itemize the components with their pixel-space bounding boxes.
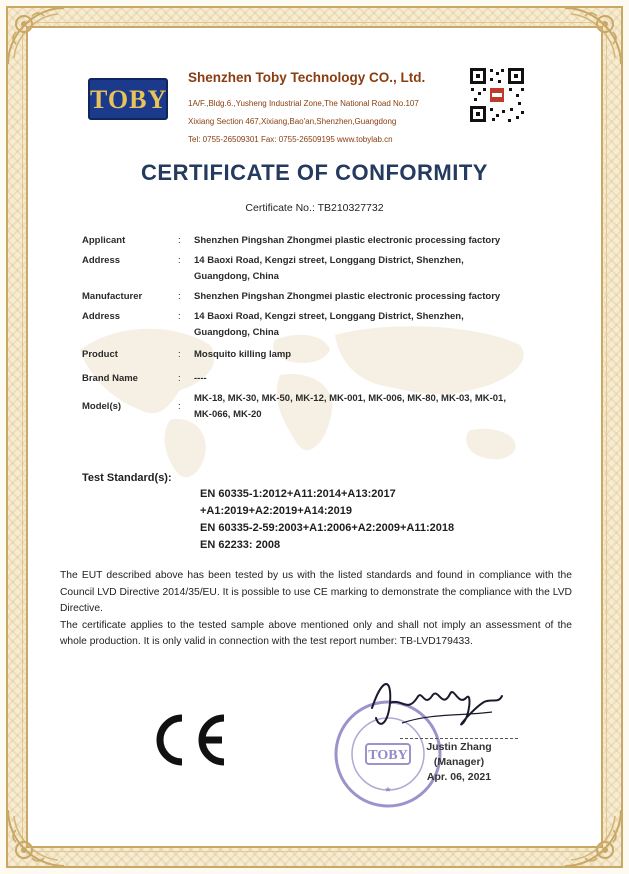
certificate-title: CERTIFICATE OF CONFORMITY — [141, 160, 488, 185]
field-product — [82, 347, 522, 363]
company-name: Shenzhen Toby Technology CO., Ltd. — [188, 70, 426, 85]
test-standard-item: EN 60335-2-59:2003+A1:2006+A2:2009+A11:2018 — [200, 522, 455, 534]
field-manufacturer-address — [82, 309, 522, 341]
signer-name: Justin Zhang — [426, 741, 492, 753]
field-value: Shenzhen Pingshan Zhongmei plastic electronic processing factory — [194, 235, 501, 246]
compliance-statement — [60, 568, 572, 651]
ce-mark-icon — [148, 710, 230, 770]
field-models — [82, 391, 522, 423]
field-label: Brand Name — [82, 373, 138, 384]
signer-role: (Manager) — [433, 756, 485, 768]
compliance-paragraph: The EUT described above has been tested by us with the listed standards and found in compliance with the Council LVD Directive 2014/35/EU. It is possible to use CE marking to demonstrate the compliance with the LVD Directive. — [60, 570, 572, 614]
field-value: ---- — [194, 373, 207, 384]
field-label: Product — [82, 349, 118, 360]
field-value: MK-18, MK-30, MK-50, MK-12, MK-001, MK-006, MK-80, MK-03, MK-01, MK-066, MK-20 — [194, 393, 506, 420]
corner-ornament-icon — [561, 4, 625, 68]
field-separator: : — [178, 349, 181, 360]
company-address-line2: Xixiang Section 467,Xixiang,Bao'an,Shenzhen,Guangdong — [188, 117, 397, 126]
qr-code-icon — [468, 66, 526, 124]
field-label: Manufacturer — [82, 291, 143, 302]
validity-paragraph: The certificate applies to the tested sample above mentioned only and shall not imply an assessment of the whole production. It is only valid in connection with the test report number: TB-LVD179433. — [60, 619, 572, 647]
field-value: 14 Baoxi Road, Kengzi street, Longgang District, Shenzhen, Guangdong, China — [194, 311, 464, 338]
certificate-fields — [82, 233, 522, 427]
field-separator: : — [178, 235, 181, 246]
svg-text:TOBY: TOBY — [368, 748, 408, 763]
company-header — [88, 66, 548, 146]
corner-ornament-icon — [4, 4, 68, 68]
certificate-number: Certificate No.: TB210327732 — [245, 202, 384, 214]
field-label: Address — [82, 311, 121, 322]
field-applicant — [82, 233, 522, 249]
signature-line — [400, 738, 518, 739]
corner-ornament-icon — [561, 806, 625, 870]
field-separator: : — [178, 255, 181, 266]
signature-icon — [362, 668, 512, 742]
corner-ornament-icon — [4, 806, 68, 870]
field-separator: : — [178, 291, 181, 302]
signature-date: Apr. 06, 2021 — [426, 771, 492, 783]
company-address-line1: 1A/F.,Bldg.6.,Yusheng Industrial Zone,The National Road No.107 — [188, 99, 419, 108]
field-label: Model(s) — [82, 401, 122, 412]
field-applicant-address — [82, 253, 522, 285]
test-standard-list — [200, 486, 454, 554]
field-label: Address — [82, 255, 121, 266]
field-value: 14 Baoxi Road, Kengzi street, Longgang District, Shenzhen, Guangdong, China — [194, 255, 464, 282]
field-label: Applicant — [82, 235, 126, 246]
company-contact-line: Tel: 0755-26509301 Fax: 0755-26509195 www.tobylab.cn — [188, 135, 393, 144]
field-value: Mosquito killing lamp — [194, 349, 292, 360]
svg-text:★: ★ — [384, 785, 392, 794]
field-separator: : — [178, 401, 181, 412]
field-manufacturer — [82, 289, 522, 305]
field-brand-name — [82, 371, 522, 387]
field-separator: : — [178, 311, 181, 322]
test-standard-item: EN 60335-1:2012+A11:2014+A13:2017 — [200, 488, 396, 500]
test-standard-item: EN 62233: 2008 — [200, 539, 281, 551]
toby-logo: TOBY — [88, 78, 168, 120]
field-value: Shenzhen Pingshan Zhongmei plastic electronic processing factory — [194, 291, 501, 302]
signer-block — [400, 740, 518, 785]
test-standard-label: Test Standard(s): — [82, 472, 172, 484]
field-separator: : — [178, 373, 181, 384]
test-standard-item: +A1:2019+A2:2019+A14:2019 — [200, 505, 352, 517]
